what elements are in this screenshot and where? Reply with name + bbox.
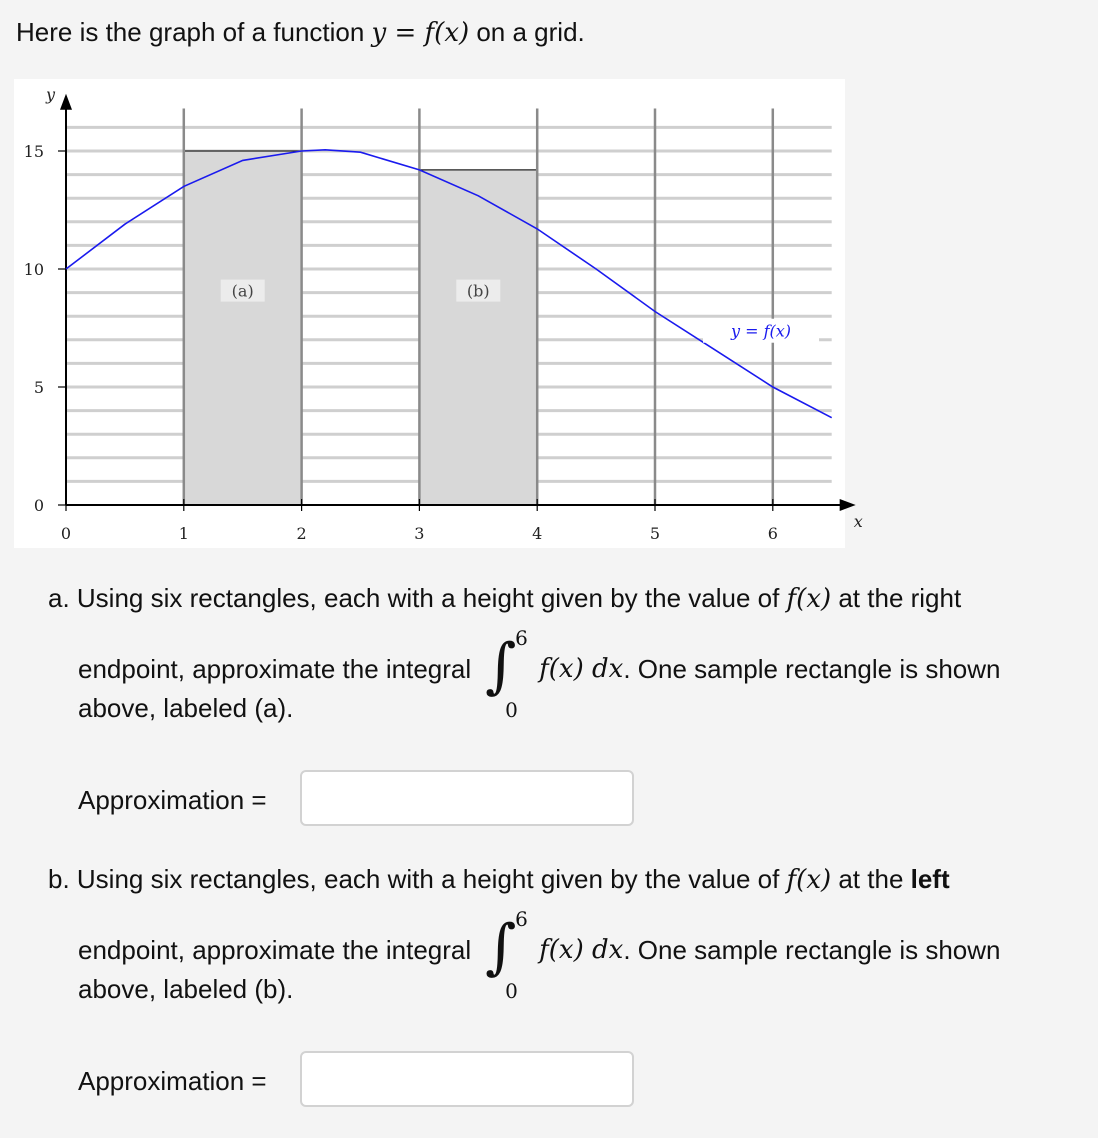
x-tick-label: 0 [60, 524, 72, 543]
intro-text [16, 14, 585, 51]
x-tick-label: 5 [649, 524, 661, 543]
x-tick-label: 1 [178, 524, 189, 543]
part-b-answer-label: Approximation = [78, 1065, 267, 1096]
part-b-line2-end: . One sample rectangle is shown [623, 935, 1001, 965]
part-b-line1 [48, 861, 950, 898]
intro-after: on a grid. [469, 17, 585, 47]
sample-rectangle [419, 170, 537, 505]
part-b-question [48, 861, 1088, 1021]
rectangle-label: (b) [466, 281, 490, 301]
intro-before: Here is the graph of a function [16, 17, 372, 47]
part-b-line1-mid: at the [831, 864, 911, 894]
y-axis-arrow [60, 94, 72, 110]
y-tick-label: 5 [33, 378, 44, 397]
integral-sign-b: ∫ 6 0 [481, 915, 533, 985]
part-b-left-bold: left [910, 864, 950, 894]
integral-lower-a: 0 [505, 698, 518, 722]
part-b-line3: above, labeled (b). [78, 974, 294, 1004]
intro-math: y = f(x) [371, 18, 470, 48]
function-graph [14, 79, 863, 548]
part-a-integrand: f(x) dx [539, 654, 624, 684]
part-a-answer-row [78, 770, 678, 830]
graph-svg [14, 79, 863, 548]
part-b-answer-row [78, 1051, 678, 1111]
x-tick-label: 4 [532, 524, 543, 543]
part-a-line1-end: at the right [831, 583, 962, 613]
part-b-line1-text: b. Using six rectangles, each with a height given by the value of [48, 864, 787, 894]
integral-sign-a: ∫ 6 0 [481, 634, 533, 704]
y-axis-label: y [46, 84, 56, 104]
part-a-question [48, 580, 1088, 740]
part-a-fx: f(x) [786, 584, 832, 614]
part-a-answer-input[interactable] [300, 770, 634, 826]
y-tick-label: 10 [23, 260, 44, 279]
part-b-integrand: f(x) dx [539, 935, 624, 965]
sample-rectangle [184, 151, 302, 505]
x-axis-label: x [853, 512, 863, 531]
part-a-line3: above, labeled (a). [78, 693, 294, 723]
integral-lower-b: 0 [505, 979, 518, 1003]
x-axis-arrow [840, 499, 856, 511]
part-a-line1 [48, 580, 961, 617]
integral-upper-b: 6 [515, 907, 528, 931]
y-tick-label: 0 [33, 496, 44, 515]
part-b-fx: f(x) [786, 865, 832, 895]
x-tick-label: 6 [767, 524, 778, 543]
part-b-answer-input[interactable] [300, 1051, 634, 1107]
rectangle-label: (a) [231, 281, 254, 301]
part-a-line2-text: endpoint, approximate the integral [78, 654, 472, 684]
part-a-answer-label: Approximation = [78, 784, 267, 815]
x-tick-label: 2 [296, 524, 307, 543]
y-tick-label: 15 [23, 142, 44, 161]
part-a-line1-text: a. Using six rectangles, each with a height given by the value of [48, 583, 787, 613]
curve-label: y = f(x) [730, 321, 792, 341]
x-tick-label: 3 [414, 524, 425, 543]
part-a-line2-end: . One sample rectangle is shown [623, 654, 1001, 684]
integral-upper-a: 6 [515, 626, 528, 650]
part-b-line2-text: endpoint, approximate the integral [78, 935, 472, 965]
